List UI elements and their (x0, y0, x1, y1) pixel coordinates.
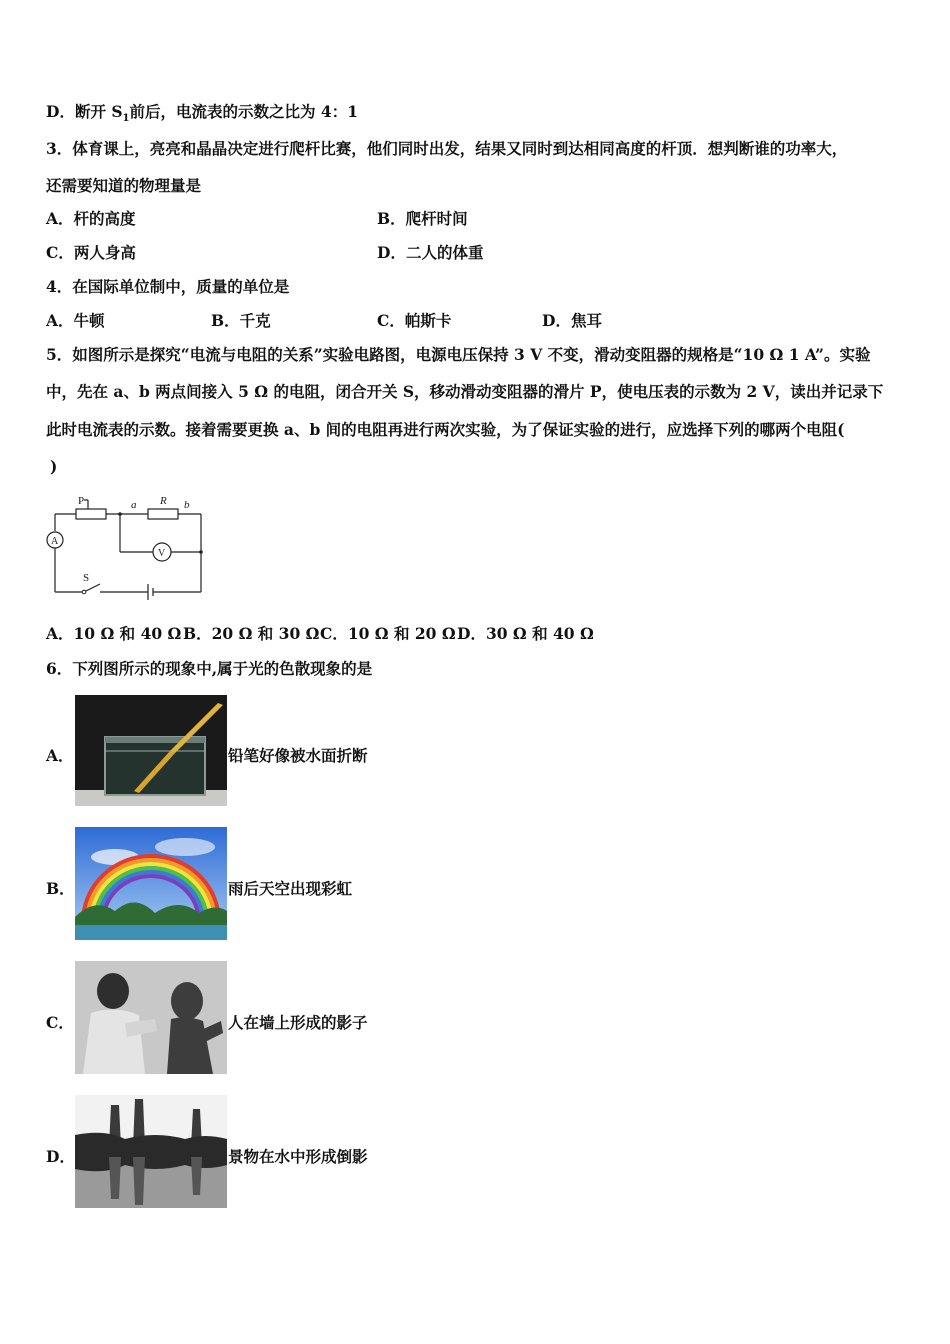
circuit-label-voltmeter: V (158, 548, 166, 559)
q5-stem-line2: 中，先在 a、b 两点间接入 5 Ω 的电阻，闭合开关 S，移动滑动变阻器的滑片 P，使电压表的示数为 2 V，读出并记录下 (46, 382, 884, 401)
q6-option-b-letter: B． (46, 879, 75, 898)
q3-option-d: D．二人的体重 (377, 243, 484, 262)
q3-option-a: A．杆的高度 (46, 209, 136, 228)
q6-option-d-image (75, 1095, 227, 1208)
q6-option-b-image (75, 827, 227, 940)
q5-option-c: C．10 Ω 和 20 Ω (320, 624, 456, 643)
q6-option-d-caption: 景物在水中形成倒影 (228, 1147, 368, 1166)
switch-symbol (86, 584, 100, 591)
q3-option-c: C．两人身高 (46, 243, 136, 262)
q4-option-d: D．焦耳 (542, 311, 602, 330)
q4-option-a: A．牛顿 (46, 311, 105, 330)
q6-option-b-caption: 雨后天空出现彩虹 (228, 879, 353, 898)
q5-option-d: D．30 Ω 和 40 Ω (457, 624, 594, 643)
q5-option-a: A．10 Ω 和 40 Ω (46, 624, 182, 643)
circuit-label-ammeter: A (51, 536, 59, 547)
q5-circuit-diagram (40, 488, 220, 606)
circuit-label-p: P (78, 495, 85, 507)
q3-option-b: B．爬杆时间 (377, 209, 468, 228)
q6-option-a-letter: A． (46, 746, 74, 765)
resistor-symbol (148, 509, 178, 519)
q4-option-c: C．帕斯卡 (377, 311, 452, 330)
q4-option-b: B．千克 (211, 311, 271, 330)
q6-option-a-caption: 铅笔好像被水面折断 (228, 746, 368, 765)
q6-option-d-letter: D． (46, 1147, 75, 1166)
q5-stem-line1: 5．如图所示是探究“电流与电阻的关系”实验电路图，电源电压保持 3 V 不变，滑动变阻器的规格是“10 Ω 1 A”。实验 (46, 345, 871, 364)
q2-option-d: D．断开 $S_1$前后，电流表的示数之比为 4：1 (46, 102, 358, 125)
q6-option-c-letter: C． (46, 1013, 74, 1032)
q5-stem-line4: ) (50, 457, 58, 476)
circuit-label-a: a (131, 499, 137, 511)
circuit-label-b: b (184, 499, 190, 511)
q6-option-c-image (75, 961, 227, 1074)
q6-option-a-image (75, 695, 227, 806)
q3-stem-line1: 3．体育课上，亮亮和晶晶决定进行爬杆比赛，他们同时出发，结果又同时到达相同高度的杆顶．想判断谁的功率大， (46, 139, 848, 158)
q5-stem-line3: 此时电流表的示数。接着需要更换 a、b 间的电阻再进行两次实验，为了保证实验的进行，应选择下列的哪两个电阻( (46, 420, 845, 439)
q6-stem: 6．下列图所示的现象中,属于光的色散现象的是 (46, 659, 373, 678)
q6-option-c-caption: 人在墙上形成的影子 (228, 1013, 368, 1032)
q3-stem-line2: 还需要知道的物理量是 (46, 176, 202, 195)
rheostat-symbol (76, 509, 106, 519)
q4-stem: 4．在国际单位制中，质量的单位是 (46, 277, 290, 296)
circuit-label-r: R (160, 495, 167, 507)
q5-option-b: B．20 Ω 和 30 Ω (183, 624, 320, 643)
circuit-label-switch: S (83, 572, 90, 584)
